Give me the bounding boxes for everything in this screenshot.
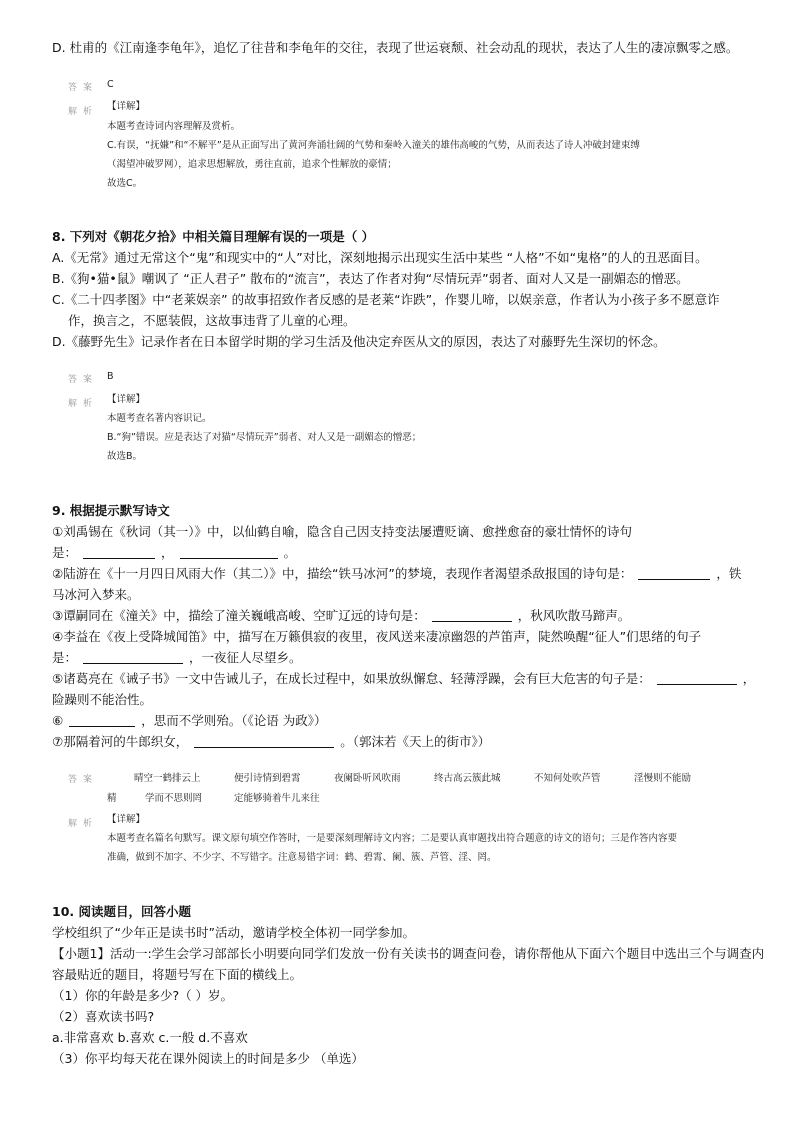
q9-blank-2[interactable]	[180, 546, 278, 559]
q9-answer-4: 终古高云簇此城	[434, 773, 501, 784]
q9-line-9: 险躁则不能治性。	[52, 692, 153, 707]
q9-answer-3: 夜阑卧听风吹雨	[334, 773, 401, 784]
q9-l5-tail: ，秋风吹散马蹄声。	[517, 608, 631, 623]
q7-answer-label: 答案	[68, 83, 99, 93]
q9-blank-7[interactable]	[69, 714, 135, 727]
q9-l2-end: 。	[283, 545, 297, 560]
q9-line-10	[52, 713, 326, 729]
q10-item-2: （2）喜欢读书吗?	[52, 1009, 155, 1024]
q7-option-d: D. 杜甫的《江南逢李龟年》，追忆了往昔和李龟年的交往，表现了世运衰颓、社会动乱的现状，表达了人生的凄凉飘零之感。	[52, 40, 739, 55]
q7-analysis-5: 故选C。	[107, 178, 143, 189]
q9-l2-comma: ，	[161, 545, 174, 560]
q8-answer-label: 答案	[68, 375, 99, 385]
q9-line-4: 马冰河入梦来。	[52, 587, 140, 602]
q9-answer-2: 便引诗情到碧霄	[234, 773, 301, 784]
q9-blank-6[interactable]	[657, 672, 737, 685]
q9-blank-1[interactable]	[83, 546, 155, 559]
q7-analysis-1: 【详解】	[107, 101, 146, 112]
q8-option-b: B.《狗•猫•鼠》嘲讽了 “正人君子” 散布的“流言”，表达了作者对狗“尽情玩弄”弱者、面对人又是一副媚态的憎恶。	[52, 271, 689, 286]
q9-l10-prefix: ⑥	[52, 713, 64, 728]
q9-answer-7: 精	[107, 793, 117, 804]
q9-analysis-1: 【详解】	[107, 814, 146, 825]
q8-answer: B	[107, 371, 114, 382]
q8-option-d: D.《藤野先生》记录作者在日本留学时期的学习生活及他决定弃医从文的原因，表达了对藤野先生深切的怀念。	[52, 334, 666, 349]
q9-l2-prefix: 是：	[52, 545, 78, 560]
q9-line-3	[52, 566, 741, 582]
q7-analysis-4: （渴望冲破罗网），追求思想解放，勇往直前，追求个性解放的豪情；	[107, 159, 397, 170]
q9-line-5	[52, 608, 630, 624]
q9-l11-tail: 。（郭沫若《天上的街市》）	[340, 734, 491, 749]
q8-analysis-3: B.“狗”错误。应是表达了对猫“尽情玩弄”弱者、对人又是一副媚态的憎恶；	[107, 432, 422, 443]
q9-l8-tail: ，	[742, 671, 756, 686]
q10-item-2-options: a.非常喜欢 b.喜欢 c.一般 d.不喜欢	[52, 1030, 248, 1045]
q9-answer-1: 晴空一鹤排云上	[134, 773, 201, 784]
q10-item-3: （3）你平均每天花在课外阅读上的时间是多少 （单选）	[52, 1051, 364, 1066]
q8-stem: 8. 下列对《朝花夕拾》中相关篇目理解有误的一项是（ ）	[52, 229, 375, 244]
q9-answer-label: 答案	[68, 775, 99, 785]
q10-task1-cont: 容最贴近的题目，将题号写在下面的横线上。	[52, 967, 303, 982]
q9-answer-5: 不知何处吹芦管	[534, 773, 601, 784]
q9-line-11	[52, 734, 490, 750]
q9-l7-tail: ，一夜征人尽望乡。	[189, 650, 302, 665]
q9-line-8	[52, 671, 755, 687]
q9-blank-5[interactable]	[83, 651, 183, 664]
q7-analysis-2: 本题考查诗词内容理解及赏析。	[107, 121, 241, 132]
q8-option-c: C.《二十四孝图》中“老莱娱亲” 的故事招致作者反感的是老莱“诈跌”，作婴儿啼，以娱亲意，作者认为小孩子多不愿意诈	[52, 292, 720, 307]
q9-stem: 9. 根据提示默写诗文	[52, 503, 170, 518]
q10-stem: 10. 阅读题目，回答小题	[52, 904, 191, 919]
q8-analysis-1: 【详解】	[107, 394, 146, 405]
q8-option-c-cont: 作，换言之，不愿装假，这故事违背了儿童的心理。	[68, 313, 356, 328]
q9-l8-text: ⑤诸葛亮在《诫子书》一文中告诫儿子，在成长过程中，如果放纵懈怠、轻薄浮躁，会有巨大危害的句子是：	[52, 671, 651, 686]
q9-analysis-2: 本题考查名篇名句默写。课文原句填空作答时，一是要深刻理解诗文内容；二是要认真审题找出符合题意的诗文的语句；三是作答内容要	[107, 833, 678, 844]
q10-item-1: （1）你的年龄是多少?（ ）岁。	[52, 988, 234, 1003]
q9-l10-tail: ，思而不学则殆。（《论语 为政》）	[141, 713, 327, 728]
q9-answer-9: 定能够骑着牛儿来往	[234, 793, 320, 804]
q9-l11-prefix: ⑦那隔着河的牛郎织女，	[52, 734, 189, 749]
q9-line-2	[52, 545, 296, 561]
q9-blank-4[interactable]	[432, 609, 512, 622]
q9-line-1: ①刘禹锡在《秋词（其一）》中，以仙鹤自喻，隐含自己因支持变法屡遭贬谪、愈挫愈奋的豪壮情怀的诗句	[52, 524, 632, 539]
q9-line-7	[52, 650, 302, 666]
q9-l3-tail: ，铁	[716, 566, 742, 581]
q9-blank-8[interactable]	[194, 735, 334, 748]
q9-line-6: ④李益在《夜上受降城闻笛》中，描写在万籁俱寂的夜里，夜风送来凄凉幽怨的芦笛声，陡然唤醒“征人”们思绪的句子	[52, 629, 702, 644]
q10-task1: 【小题1】活动一:学生会学习部部长小明要向同学们发放一份有关读书的调查问卷，请你帮他从下面六个题目中选出三个与调查内	[52, 946, 765, 961]
q9-blank-3[interactable]	[638, 567, 710, 580]
q10-intro: 学校组织了“少年正是读书时”活动，邀请学校全体初一同学参加。	[52, 925, 415, 940]
q9-l3-text: ②陆游在《十一月四日风雨大作（其二）》中，描绘“铁马冰河”的梦境，表现作者渴望杀敌报国的诗句是：	[52, 566, 633, 581]
q8-option-a: A.《无常》通过无常这个“鬼”和现实中的“人”对比，深刻地揭示出现实生活中某些 “人格”不如“鬼格”的人的丑恶面目。	[52, 250, 708, 265]
q8-analysis-2: 本题考查名著内容识记。	[107, 413, 212, 424]
q7-analysis-label: 解析	[68, 107, 99, 117]
q9-answer-6: 淫慢则不能励	[634, 773, 692, 784]
q7-analysis-3: C.有误，“抚嫌”和“不解平”是从正面写出了黄河奔涌壮阔的气势和秦岭入潼关的雄伟高峻的气势，从而表达了诗人冲破封建束缚	[107, 140, 640, 151]
q9-answer-8: 学而不思则罔	[145, 793, 203, 804]
q9-l5-text: ③谭嗣同在《潼关》中，描绘了潼关巍峨高峻、空旷辽远的诗句是：	[52, 608, 426, 623]
q8-analysis-4: 故选B。	[107, 451, 143, 462]
q8-analysis-label: 解析	[68, 399, 99, 409]
q9-analysis-label: 解析	[68, 819, 99, 829]
q9-l7-prefix: 是：	[52, 650, 78, 665]
q9-analysis-3: 准确，做到不加字、不少字、不写错字。注意易错字词：鹤、碧霄、阑、簇、芦管、淫、罔。	[107, 852, 497, 863]
q7-answer: C	[107, 79, 114, 90]
